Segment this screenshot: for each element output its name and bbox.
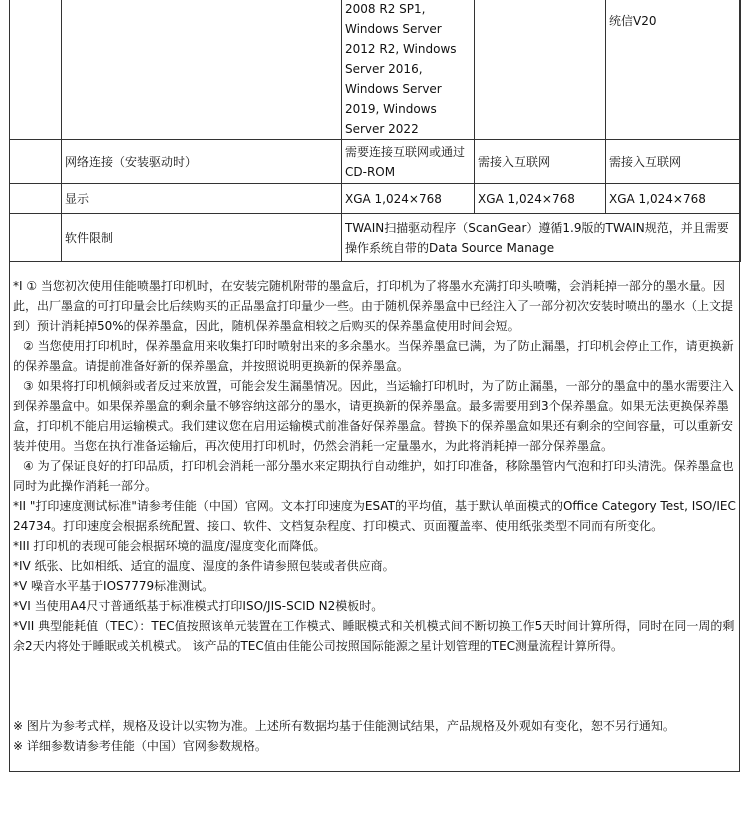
table-cell-os-extra xyxy=(606,0,741,140)
footnote-1-1: *I ① 当您初次使用佳能喷墨打印机时，在安装完随机附带的墨盒后，打印机为了将墨水充满打印头喷嘴，会消耗掉一部分的墨水量。因此，出厂墨盒的可打印量会比后续购买的正品墨盒打印量少一些。由于随机保养墨盒中已经注入了一部分初次安装时喷出的墨水（上文提到）预计消耗掉50%的保养墨盒，因此，随机保养墨盒相较之后购买的保养墨盒使用时间会短。 xyxy=(13,279,734,333)
table-cell xyxy=(62,0,342,140)
os-line: 2019, Windows xyxy=(345,102,437,116)
footnote-1-4: ④ 为了保证良好的打印品质，打印机会消耗一部分墨水来定期执行自动维护，如打印准备，移除墨管内气泡和打印头清洗。保养墨盒也同时为此操作消耗一部分。 xyxy=(13,459,734,493)
os-line: Windows Server xyxy=(345,22,442,36)
table-cell xyxy=(475,0,606,140)
footnote-2: *II "打印速度测试标准"请参考佳能（中国）官网。文本打印速度为ESAT的平均值，基于默认单面模式的Office Category Test, ISO/IEC 24734。打印速度会根据系统配置、接口、软件、文档复杂程度、打印模式、页面覆盖率、使用纸张类型不同而有所变化。 xyxy=(13,499,736,533)
spec-table xyxy=(9,0,741,262)
footnote-7: *VII 典型能耗值（TEC）：TEC值按照该单元装置在工作模式、睡眠模式和关机模式间不断切换工作5天时间计算所得，同时在同一周的剩余2天内将处于睡眠或关机模式。 该产品的TEC值由佳能公司按照国际能源之星计划管理的TEC测量流程计算所得。 xyxy=(13,619,735,653)
row-label-software: 软件限制 xyxy=(62,214,342,262)
os-line: Windows Server xyxy=(345,82,442,96)
disclaimers xyxy=(13,716,737,756)
table-row-display xyxy=(10,184,741,214)
os-extra-text: 统信V20 xyxy=(609,14,657,28)
disclaimer-1: ※ 图片为参考式样，规格及设计以实物为准。上述所有数据均基于佳能测试结果，产品规格及外观如有变化，恕不另行通知。 xyxy=(13,719,675,733)
table-cell-display-1: XGA 1,024×768 xyxy=(342,184,475,214)
disclaimer-2: ※ 详细参数请参考佳能（中国）官网参数规格。 xyxy=(13,739,267,753)
os-line: 2012 R2, Windows xyxy=(345,42,457,56)
footnote-4: *IV 纸张、比如相纸、适宜的温度、湿度的条件请参照包装或者供应商。 xyxy=(13,559,395,573)
table-cell xyxy=(10,140,62,184)
footnote-6: *VI 当使用A4尺寸普通纸基于标准模式打印ISO/JIS-SCID N2模板时。 xyxy=(13,599,384,613)
os-line: Server 2022 xyxy=(345,122,419,136)
table-cell-display-2: XGA 1,024×768 xyxy=(475,184,606,214)
row-label-network: 网络连接（安装驱动时） xyxy=(62,140,342,184)
footnotes xyxy=(13,276,737,656)
table-cell xyxy=(10,0,62,140)
footnote-3: *III 打印机的表现可能会根据环境的温度/湿度变化而降低。 xyxy=(13,539,326,553)
table-cell-network-3: 需接入互联网 xyxy=(606,140,741,184)
table-row-os xyxy=(10,0,741,140)
table-row-network xyxy=(10,140,741,184)
table-row-software xyxy=(10,214,741,262)
os-line: 2008 R2 SP1, xyxy=(345,2,426,16)
footnote-5: *V 噪音水平基于IOS7779标准测试。 xyxy=(13,579,215,593)
row-label-display: 显示 xyxy=(62,184,342,214)
table-cell-display-3: XGA 1,024×768 xyxy=(606,184,741,214)
os-line: Server 2016, xyxy=(345,62,423,76)
footnote-1-2: ② 当您使用打印机时，保养墨盒用来收集打印时喷射出来的多余墨水。当保养墨盒已满，为了防止漏墨，打印机会停止工作，请更换新的保养墨盒。请提前准备好新的保养墨盒，并按照说明更换新的保养墨盒。 xyxy=(13,339,734,373)
table-cell xyxy=(10,214,62,262)
table-cell xyxy=(10,184,62,214)
footnote-1-3: ③ 如果将打印机倾斜或者反过来放置，可能会发生漏墨情况。因此，当运输打印机时，为了防止漏墨，一部分的墨盒中的墨水需要注入到保养墨盒中。如果保养墨盒的剩余量不够容纳这部分的墨水，请更换新的保养墨盒。最多需要用到3个保养墨盒。如果无法更换保养墨盒，打印机不能启用运输模式。我们建议您在启用运输模式前准备好保养墨盒。替换下的保养墨盒如果还有剩余的空间容量，可以重新安装并使用。当您在执行准备运输后，再次使用打印机时，仍然会消耗一定量墨水，为此将消耗掉一部分保养墨盒。 xyxy=(13,379,734,453)
table-cell-software: TWAIN扫描驱动程序（ScanGear）遵循1.9版的TWAIN规范，并且需要操作系统自带的Data Source Manage xyxy=(342,214,741,262)
table-cell-network-1: 需要连接互联网或通过CD-ROM xyxy=(342,140,475,184)
table-cell-os-list xyxy=(342,0,475,140)
table-cell-network-2: 需接入互联网 xyxy=(475,140,606,184)
